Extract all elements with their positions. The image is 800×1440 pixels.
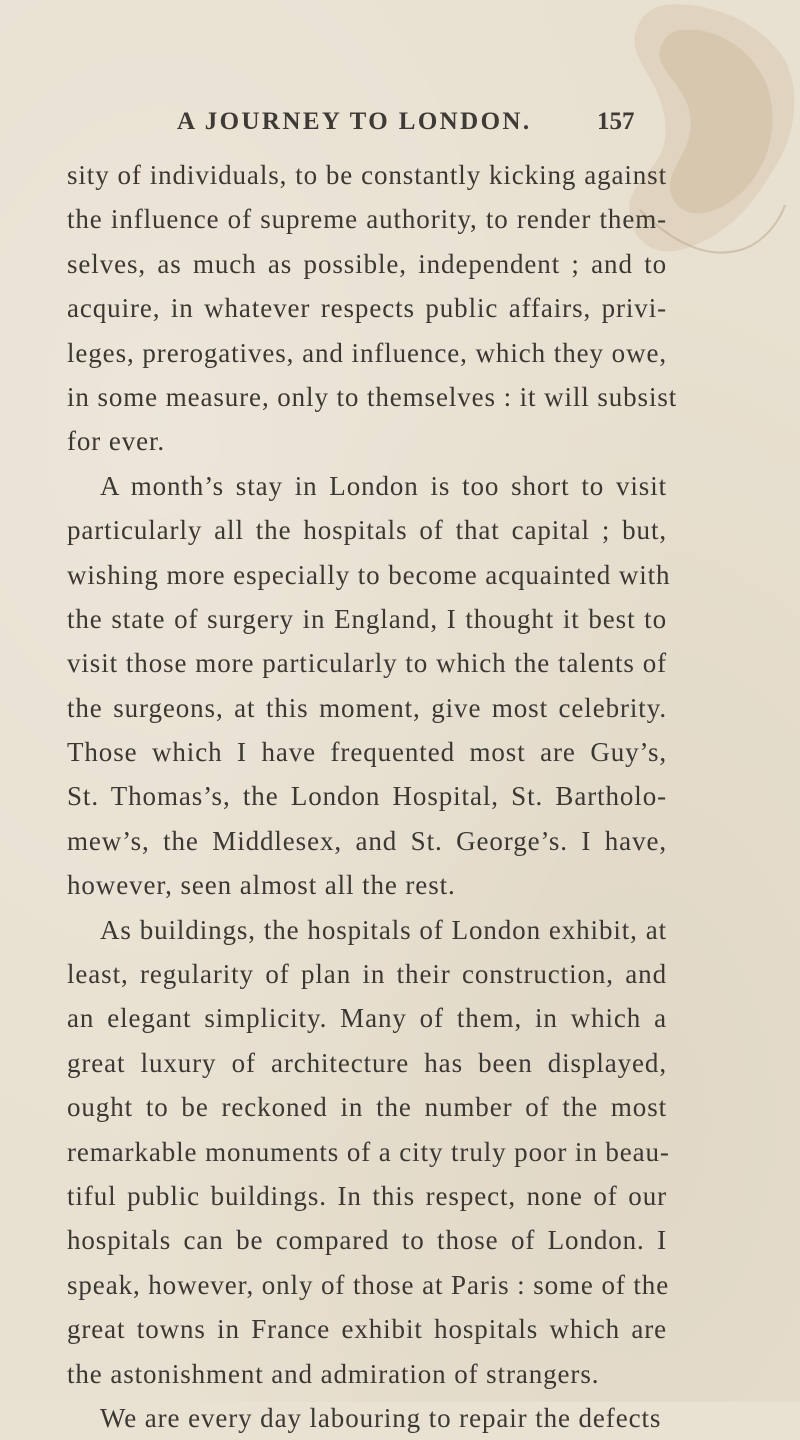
page-header — [177, 108, 697, 148]
text-line: Those which I have frequented most are Guy’s, — [67, 737, 667, 768]
text-line: leges, prerogatives, and influence, which they owe, — [67, 337, 667, 368]
body-text — [67, 153, 678, 1440]
text-line: We are every day labouring to repair the defects — [100, 1402, 662, 1433]
text-line: As buildings, the hospitals of London exhibit, at — [100, 914, 667, 945]
text-line: particularly all the hospitals of that capital ; but, — [67, 515, 667, 546]
text-line: the state of surgery in England, I thought it best to — [67, 603, 667, 634]
text-line: great towns in France exhibit hospitals which are — [67, 1314, 667, 1345]
text-line: speak, however, only of those at Paris : some of the — [67, 1269, 670, 1300]
text-line: in some measure, only to themselves : it will subsist — [67, 381, 678, 412]
text-line: mew’s, the Middlesex, and St. George’s. I have, — [67, 825, 667, 856]
text-line: the surgeons, at this moment, give most celebrity. — [67, 692, 667, 723]
text-line: however, seen almost all the rest. — [67, 870, 456, 901]
text-line: for ever. — [67, 426, 166, 457]
text-line: sity of individuals, to be constantly kicking against — [67, 160, 667, 190]
text-line: hospitals can be compared to those of London. I — [67, 1225, 667, 1256]
text-line: ought to be reckoned in the number of the most — [67, 1092, 667, 1123]
text-line: remarkable monuments of a city truly poor in beau- — [67, 1136, 670, 1167]
text-line: St. Thomas’s, the London Hospital, St. Bartholo- — [67, 781, 667, 812]
text-line: least, regularity of plan in their construction, and — [67, 959, 667, 990]
running-title: A JOURNEY TO LONDON. — [177, 108, 532, 135]
text-line: selves, as much as possible, independent ; and to — [67, 248, 667, 279]
text-line: great luxury of architecture has been displayed, — [67, 1047, 667, 1078]
text-line: A month’s stay in London is too short to visit — [100, 470, 667, 501]
text-line: the astonishment and admiration of strangers. — [67, 1358, 600, 1389]
text-line: tiful public buildings. In this respect, none of our — [67, 1180, 667, 1211]
text-line: the influence of supreme authority, to render them- — [67, 204, 667, 235]
page-number: 157 — [597, 108, 635, 135]
text-line: visit those more particularly to which the talents of — [67, 648, 667, 679]
text-line: an elegant simplicity. Many of them, in which a — [67, 1003, 667, 1034]
text-line: wishing more especially to become acquainted with — [67, 559, 671, 590]
text-line: acquire, in whatever respects public affairs, privi- — [67, 293, 667, 324]
